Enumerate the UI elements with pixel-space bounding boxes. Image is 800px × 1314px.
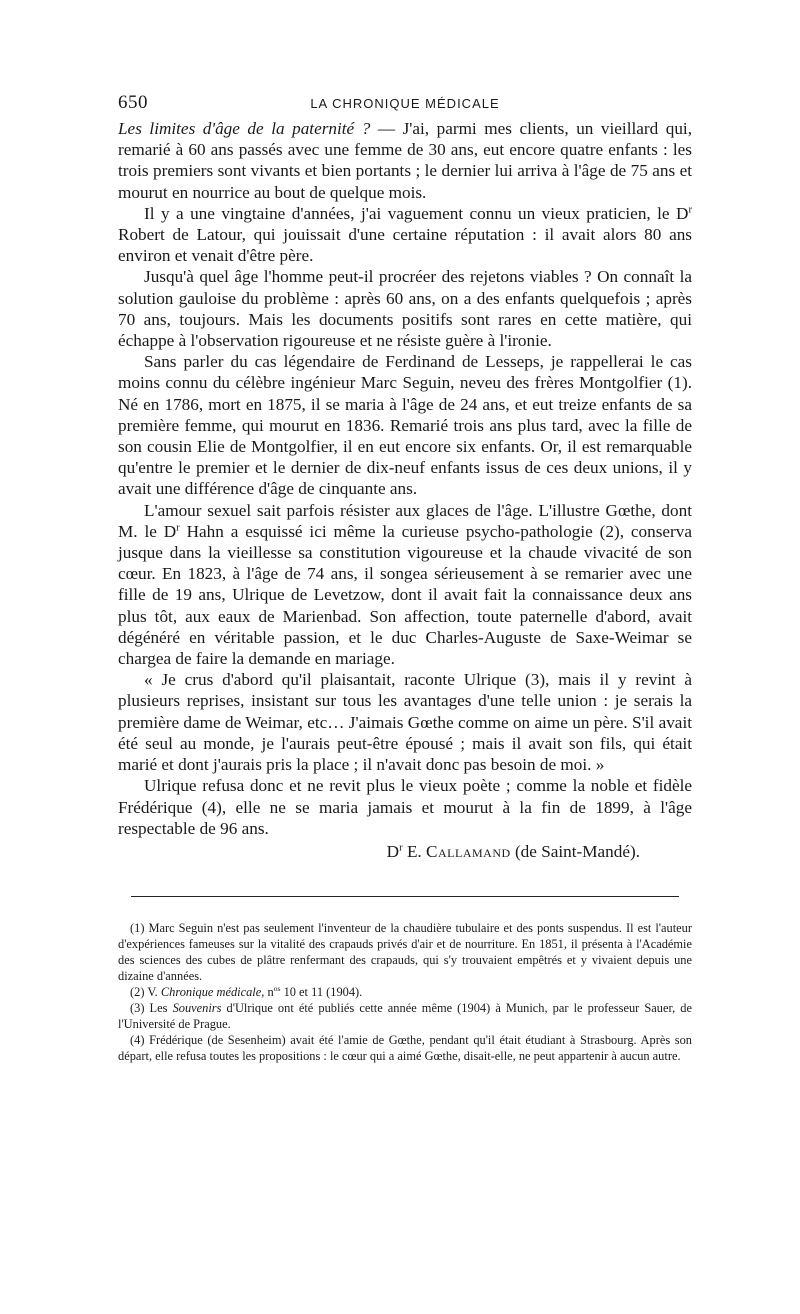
paragraph-1-lead: Les limites d'âge de la paternité ? <box>118 119 371 138</box>
paragraph-7: Ulrique refusa donc et ne revit plus le vieux poète ; comme la noble et fidèle Frédérique (4), elle ne se maria jamais et mourut à la fin de 1899, à l'âge respectable de 96 ans. <box>118 776 692 838</box>
footnote-2 <box>118 984 692 1000</box>
footnote-1: (1) Marc Seguin n'est pas seulement l'inventeur de la chaudière tubulaire et des ponts suspendus. Il est l'auteur d'expériences fameuses sur la vitalité des crapauds privés d'air et de nourriture. En 1851, il présenta à l'Académie des sciences des cubes de plâtre renfermant des crapauds, qui s'y trouvaient empêtrés et y vivaient depuis une dizaine d'années. <box>118 920 692 983</box>
paragraph-1-text: — J'ai, parmi mes clients, un vieillard qui, remarié à 60 ans passés avec une femme de 30 ans, eut encore quatre enfants : les trois premiers sont vivants et bien portants ; le dernier lui arriva à l'âge de 75 ans et mourut en nourrice au bout de quelque mois. <box>118 119 692 202</box>
footnote-3-italic: Souvenirs <box>172 1000 222 1015</box>
paragraph-6-quote: « Je crus d'abord qu'il plaisantait, raconte Ulrique (3), mais il y revint à plusieurs reprises, insistant sur tous les avantages d'une telle union : je serais la première dame de Weimar, etc… J'aimais Gœthe comme on aime un père. S'il avait été seul au monde, je l'aurais peut-être épousé ; mais il avait son fils, qui était marié et dont j'aurais pris la place ; il n'avait donc pas besoin de moi. » <box>118 670 692 775</box>
signature-prefix: D <box>386 841 400 861</box>
page-header <box>118 92 692 118</box>
footnote-2-sup: os <box>273 983 281 993</box>
paragraph-4: Sans parler du cas légendaire de Ferdinand de Lesseps, je rappellerai le cas moins connu du célèbre ingénieur Marc Seguin, neveu des frères Montgolfier (1). Né en 1786, mort en 1875, il se maria à l'âge de 24 ans, et eut treize enfants de sa première femme, qui mourut en 1836. Remarié trois ans plus tard, avec la fille de son cousin Elie de Montgolfier, il en eut encore six enfants. Or, il est remarquable qu'entre le premier et le dernier de dix-neuf enfants issus de ces deux unions, il y avait une différence d'âge de cinquante ans. <box>118 352 692 499</box>
running-title: LA CHRONIQUE MÉDICALE <box>310 96 500 111</box>
author-signature <box>118 841 692 863</box>
signature-prefix-sup: r <box>399 842 403 854</box>
paragraph-2 <box>118 203 692 267</box>
signature-initial: E. <box>402 841 427 861</box>
paragraph-3: Jusqu'à quel âge l'homme peut-il procréer des rejetons viables ? On connaît la solution gauloise du problème : après 60 ans, on a des enfants quelquefois ; après 70 ans, toujours. Mais les documents positifs sont rares en cette matière, qui échappe à l'observation rigoureuse et ne résiste guère à l'ironie. <box>118 267 692 351</box>
document-page <box>118 92 692 1064</box>
footnotes <box>118 920 692 1064</box>
footnote-divider <box>131 896 679 897</box>
paragraph-5-sup: r <box>176 522 180 534</box>
footnote-2-text-b: , n <box>261 984 274 999</box>
footnote-2-text-a: (2) V. <box>130 984 161 999</box>
article-body <box>118 118 692 839</box>
footnote-4: (4) Frédérique (de Sesenheim) avait été l'amie de Gœthe, pendant qu'il était étudiant à Strasbourg. Après son départ, elle refusa toutes les propositions : le cœur qui a aimé Gœthe, disait-elle, ne peut appartenir à aucun autre. <box>118 1032 692 1063</box>
signature-name: Callamand <box>426 841 511 861</box>
signature-place: (de Saint-Mandé). <box>510 841 640 861</box>
page-number: 650 <box>118 92 148 113</box>
paragraph-2-text-a: Il y a une vingtaine d'années, j'ai vaguement connu un vieux praticien, le D <box>144 203 689 223</box>
footnote-2-italic: Chronique médicale <box>160 984 262 999</box>
paragraph-2-text-b: Robert de Latour, qui jouissait d'une certaine réputation : il avait alors 80 ans environ et venait d'être père. <box>118 225 692 266</box>
paragraph-5 <box>118 500 692 670</box>
footnote-2-text-c: 10 et 11 (1904). <box>280 984 363 999</box>
paragraph-5-text-b: Hahn a esquissé ici même la curieuse psycho-pathologie (2), conserva jusque dans la vieillesse sa constitution vigoureuse et la chaude vivacité de son cœur. En 1823, à l'âge de 74 ans, il songea sérieusement à se remarier avec une fille de 19 ans, Ulrique de Levetzow, dont il avait fait la connaissance deux ans plus tôt, aux eaux de Marienbad. Son affection, toute paternelle d'abord, avait dégénéré en véritable passion, et le duc Charles-Auguste de Saxe-Weimar se chargea de faire la demande en mariage. <box>118 521 692 669</box>
paragraph-1 <box>118 118 692 203</box>
paragraph-2-sup: r <box>688 204 692 216</box>
footnote-3-text-a: (3) Les <box>130 1000 173 1015</box>
footnote-3 <box>118 1000 692 1032</box>
paragraph-5-text-a: L'amour sexuel sait parfois résister aux glaces de l'âge. L'illustre Gœthe, dont M. le D <box>118 500 692 541</box>
footnote-3-text-b: d'Ulrique ont été publiés cette année même (1904) à Munich, par le professeur Sauer, de l'Université de Prague. <box>118 1000 692 1031</box>
